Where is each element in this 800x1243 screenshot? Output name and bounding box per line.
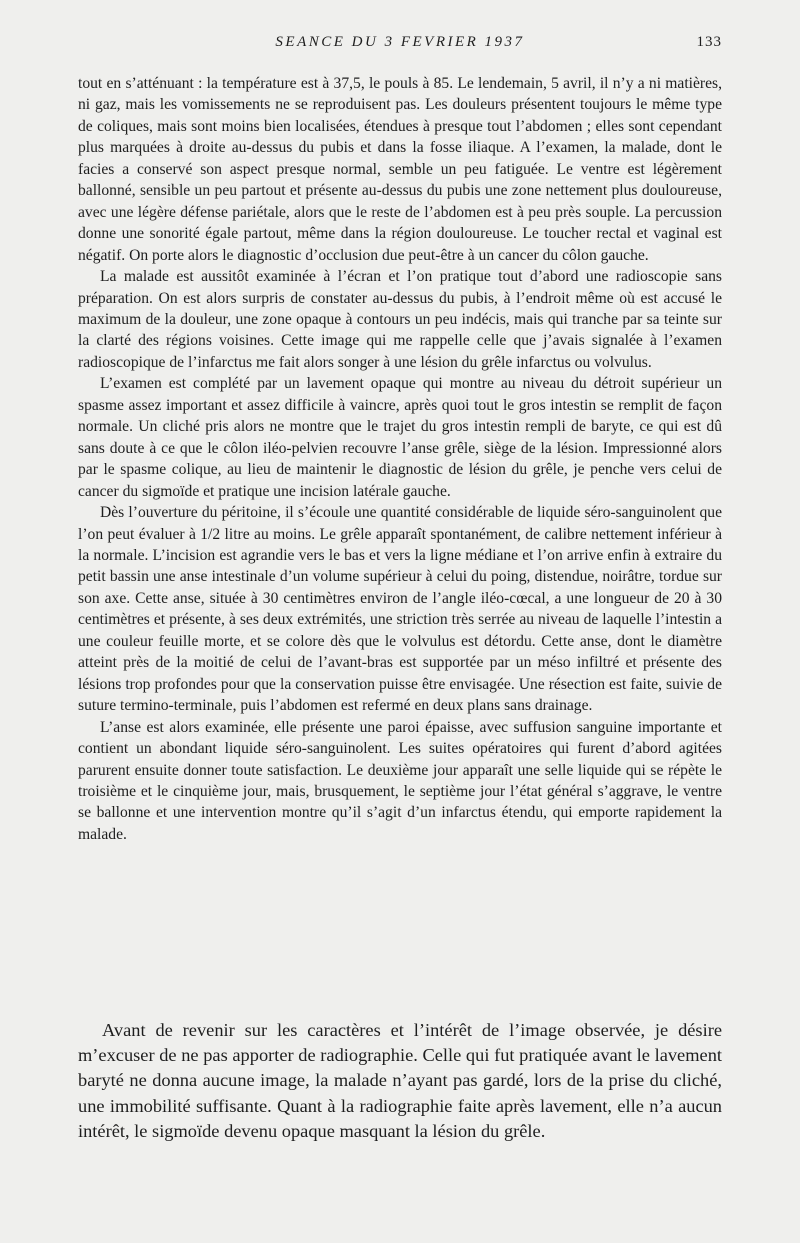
paragraph-radioscopy: La malade est aussitôt examinée à l’écran et l’on pratique tout d’abord une radioscopie sans préparation. On est alors surpris de constater au-dessus du pubis, à l’endroit même où est accusé le maximum de la douleur, une zone opaque à contours un peu indécis, mais qui tranche par sa teinte sur la clarté des régions voisines. Cette image qui me rappelle celle que j’avais signalée à l’examen radioscopique de l’infarctus me fait alors songer à une lésion du grêle infarctus ou volvulus.: [78, 268, 722, 371]
closing-paragraph: Avant de revenir sur les caractères et l’intérêt de l’image observée, je désire m’excuser de ne pas apporter de radiographie. Celle qui fut pratiquée avant le lavement baryté ne donna aucune image, la malade n’ayant pas gardé, lors de la prise du cliché, une immobilité suffisante. Quant à la radiographie faite après lavement, elle n’a aucun intérêt, le sigmoïde devenu opaque masquant la lésion du grêle.: [78, 1020, 722, 1141]
paragraph-postoperative: L’anse est alors examinée, elle présente une paroi épaisse, avec suffusion sanguine importante et contient un abondant liquide séro-sanguinolent. Les suites opératoires qui furent d’abord agitées parurent ensuite donner toute satisfaction. Le deuxième jour apparaît une selle liquide qui se répète le troisième et le cinquième jour, mais, brusquement, le septième jour l’état général s’aggrave, le ventre se ballonne et une intervention montre qu’il s’agit d’un infarctus étendu, qui emporte rapidement la malade.: [78, 718, 722, 843]
paragraph-barium-enema: L’examen est complété par un lavement opaque qui montre au niveau du détroit supérieur un spasme assez important et assez difficile à vaincre, après quoi tout le gros intestin se remplit de façon normale. Un cliché pris alors ne montre que le trajet du gros intestin rempli de baryte, ce qui est dû sans doute à ce que le côlon iléo-pelvien recouvre l’anse grêle, siège de la lésion. Impressionné alors par le spasme colique, au lieu de maintenir le diagnostic de lésion du grêle, je penche vers celui de cancer du sigmoïde et pratique une incision latérale gauche.: [78, 375, 722, 500]
page-header: [78, 34, 722, 56]
running-head: SEANCE DU 3 FEVRIER 1937: [275, 34, 525, 50]
paragraph-continued: tout en s’atténuant : la température est à 37,5, le pouls à 85. Le lendemain, 5 avril, il n’y a ni matières, ni gaz, mais les vomissements ne se reproduisent pas. Les douleurs présentent toujours le même type de coliques, mais sont moins bien localisées, étendues à presque tout l’abdomen ; elles sont cependant plus marquées à droite au-dessus du pubis et dans la fosse iliaque. A l’examen, la malade, dont le facies a conservé son aspect presque normal, semble un peu fatiguée. Le ventre est légèrement ballonné, sensible un peu partout et présente au-dessus du pubis une zone nettement plus douloureuse, avec une légère défense pariétale, alors que le reste de l’abdomen est à peu près souple. La percussion donne une sonorité égale partout, même dans la région douloureuse. Le toucher rectal et vaginal est négatif. On porte alors le diagnostic d’occlusion due peut-être à un cancer du côlon gauche.: [78, 75, 722, 264]
article-body: [78, 73, 722, 845]
paragraph-operation: Dès l’ouverture du péritoine, il s’écoule une quantité considérable de liquide séro-sanguinolent que l’on peut évaluer à 1/2 litre au moins. Le grêle apparaît spontanément, de calibre nettement inférieur à la normale. L’incision est agrandie vers le bas et vers la ligne médiane et l’on arrive enfin à extraire du petit bassin une anse intestinale d’un volume supérieur à celui du poing, distendue, noirâtre, tordue sur son axe. Cette anse, située à 30 centimètres environ de l’angle iléo-cœcal, a une longueur de 20 à 30 centimètres et présente, à ses deux extrémités, une striction très serrée au niveau de laquelle l’intestin a une couleur feuille morte, et se colore dès que le volvulus est détordu. Cette anse, dont le diamètre atteint près de la moitié de celui de l’avant-bras est supportée par un méso infiltré et présente des lésions trop profondes pour que la conservation puisse être envisagée. Une résection est faite, suivie de suture termino-terminale, puis l’abdomen est refermé en deux plans sans drainage.: [78, 504, 722, 715]
page-number: 133: [696, 34, 722, 50]
